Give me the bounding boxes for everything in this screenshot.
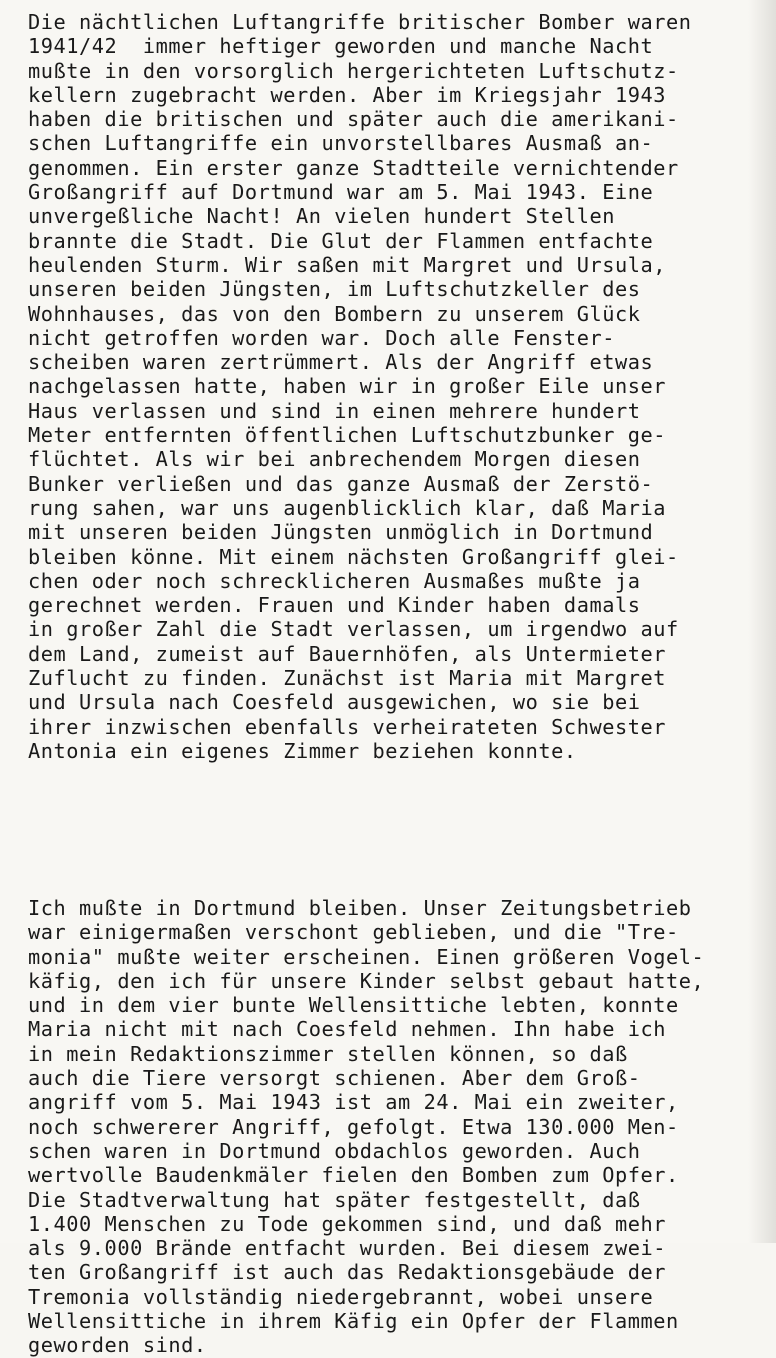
text-line: Bunker verließen und das ganze Ausmaß der Zerstö- [28, 471, 654, 496]
paragraph-2 [0, 896, 776, 1358]
text-line: unseren beiden Jüngsten, im Luftschutzkeller des [28, 277, 641, 302]
text-line: heulenden Sturm. Wir saßen mit Margret und Ursula, [28, 252, 667, 277]
text-line: in mein Redaktionszimmer stellen können, so daß [28, 1041, 628, 1066]
text-line: 1941/42 immer heftiger geworden und manche Nacht [28, 34, 654, 59]
text-line: mit unseren beiden Jüngsten unmöglich in Dortmund [28, 520, 654, 545]
text-line: rung sahen, war uns augenblicklich klar, daß Maria [28, 495, 667, 520]
text-line: monia" mußte weiter erscheinen. Einen größeren Vogel- [28, 944, 705, 969]
text-line: Die Stadtverwaltung hat später festgestellt, daß [28, 1187, 641, 1212]
text-line: Zuflucht zu finden. Zunächst ist Maria mit Margret [28, 666, 667, 691]
text-line: 1.400 Menschen zu Tode gekommen sind, und daß mehr [28, 1211, 667, 1236]
text-line: Haus verlassen und sind in einen mehrere hundert [28, 398, 641, 423]
text-line: Maria nicht mit nach Coesfeld nehmen. Ihn habe ich [28, 1017, 667, 1042]
text-line: Tremonia vollständig niedergebrannt, wobei unsere [28, 1284, 654, 1309]
text-line: käfig, den ich für unsere Kinder selbst gebaut hatte, [28, 968, 705, 993]
text-line: als 9.000 Brände entfacht wurden. Bei diesem zwei- [28, 1236, 667, 1261]
text-line: in großer Zahl die Stadt verlassen, um irgendwo auf [28, 617, 679, 642]
text-line: haben die britischen und später auch die amerikani- [28, 107, 679, 132]
text-line: kellern zugebracht werden. Aber im Kriegsjahr 1943 [28, 82, 667, 107]
text-line: genommen. Ein erster ganze Stadtteile vernichtender [28, 155, 679, 180]
text-line: angriff vom 5. Mai 1943 ist am 24. Mai ein zweiter, [28, 1090, 679, 1115]
text-line: brannte die Stadt. Die Glut der Flammen entfachte [28, 228, 654, 253]
text-line: Meter entfernten öffentlichen Luftschutzbunker ge- [28, 423, 667, 448]
text-line: bleiben könne. Mit einem nächsten Großangriff glei- [28, 544, 679, 569]
text-line: wertvolle Baudenkmäler fielen den Bomben zum Opfer. [28, 1163, 679, 1188]
text-line: und in dem vier bunte Wellensittiche lebten, konnte [28, 993, 679, 1018]
text-line: mußte in den vorsorglich hergerichteten Luftschutz- [28, 58, 679, 83]
text-line: geworden sind. [28, 1333, 207, 1358]
text-line: auch die Tiere versorgt schienen. Aber dem Groß- [28, 1066, 641, 1091]
text-line: gerechnet werden. Frauen und Kinder haben damals [28, 593, 641, 618]
text-line: schen Luftangriffe ein unvorstellbares Ausmaß an- [28, 131, 654, 156]
text-line: dem Land, zumeist auf Bauernhöfen, als Untermieter [28, 641, 667, 666]
text-line: chen oder noch schrecklicheren Ausmaßes mußte ja [28, 568, 641, 593]
text-line: nicht getroffen worden war. Doch alle Fenster- [28, 325, 615, 350]
text-line: Die nächtlichen Luftangriffe britischer Bomber waren [28, 10, 692, 34]
text-line: unvergeßliche Nacht! An vielen hundert Stellen [28, 204, 615, 229]
text-line: Großangriff auf Dortmund war am 5. Mai 1943. Eine [28, 180, 654, 205]
text-line: und Ursula nach Coesfeld ausgewichen, wo sie bei [28, 690, 641, 715]
text-line: ten Großangriff ist auch das Redaktionsgebäude der [28, 1260, 667, 1285]
text-line: Ich mußte in Dortmund bleiben. Unser Zeitungsbetrieb [28, 896, 692, 920]
text-line: Antonia ein eigenes Zimmer beziehen konnte. [28, 738, 577, 763]
paragraph-1 [0, 10, 776, 763]
text-line: nachgelassen hatte, haben wir in großer Eile unser [28, 374, 667, 399]
text-line: flüchtet. Als wir bei anbrechendem Morgen diesen [28, 447, 641, 472]
text-line: scheiben waren zertrümmert. Als der Angriff etwas [28, 350, 654, 375]
text-line: war einigermaßen verschont geblieben, und die "Tre- [28, 920, 679, 945]
text-line: Wellensittiche in ihrem Käfig ein Opfer der Flammen [28, 1309, 679, 1334]
text-line: ihrer inzwischen ebenfalls verheirateten Schwester [28, 714, 667, 739]
text-line: schen waren in Dortmund obdachlos geworden. Auch [28, 1138, 641, 1163]
text-line: noch schwererer Angriff, gefolgt. Etwa 130.000 Men- [28, 1114, 679, 1139]
text-line: Wohnhauses, das von den Bombern zu unserem Glück [28, 301, 641, 326]
